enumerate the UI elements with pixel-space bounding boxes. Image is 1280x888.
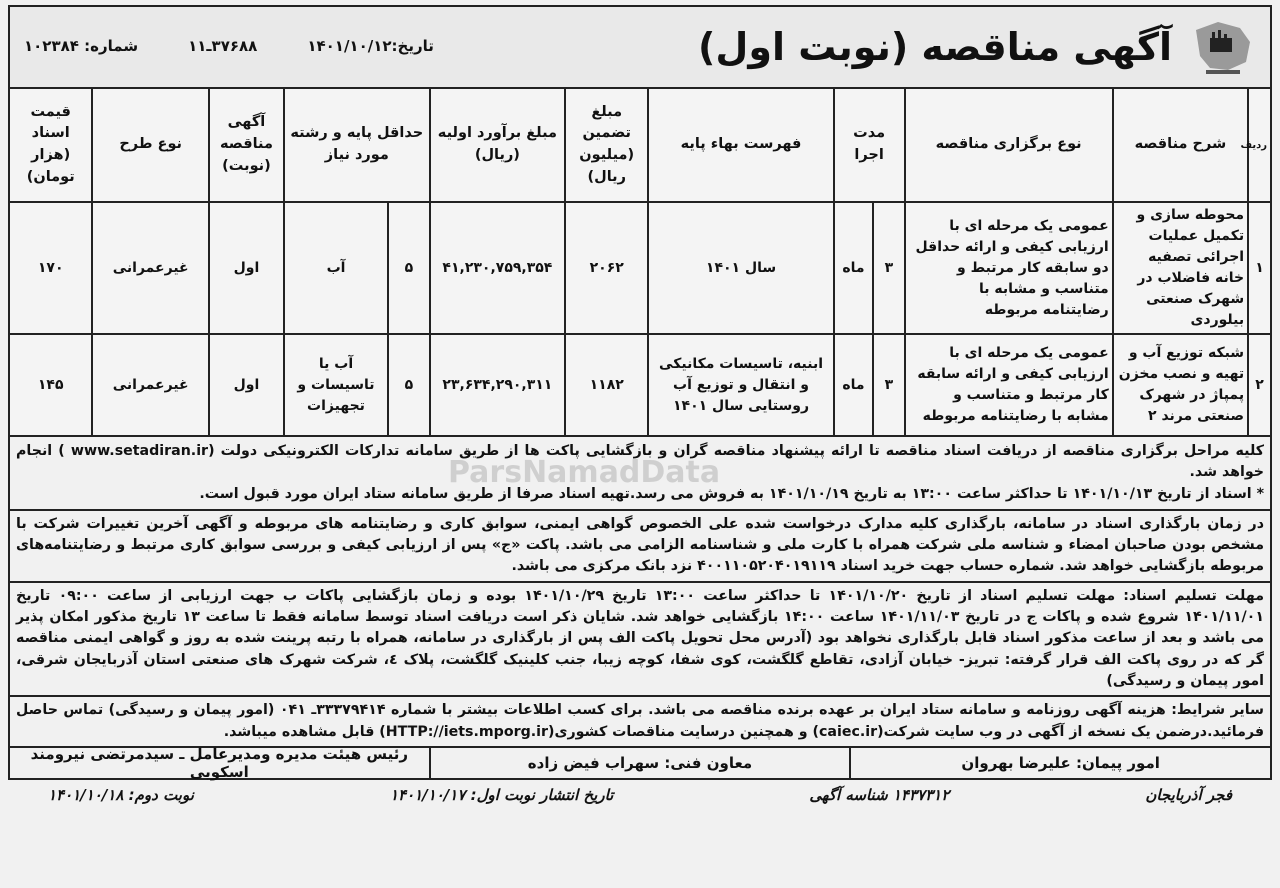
tender-description: شبکه توزیع آب و تهیه و نصب مخزن پمپاژ در شهرک صنعتی مرند ۲ <box>1113 334 1248 436</box>
paragraph-conditions: سایر شرایط: هزینه آگهی روزنامه و سامانه ستاد ایران بر عهده برنده مناقصه می باشد. برای کسب اطلاعات بیشتر با شماره ۳۳۳۷۹۴۱۴ـ ۰۴۱ (امور پیمان و رسیدگی) تماس حاصل فرمائید.درضمن یک نسخه از آگهی در وب سایت شرکت(caiec.ir) و همچنین درسایت مناقصات کشوری(HTTP://iets.mporg.ir) قابل مشاهده میباشد. <box>10 695 1270 746</box>
plan-type: غیرعمرانی <box>92 202 209 334</box>
required-field: آب یا تاسیسات و تجهیزات <box>284 334 388 436</box>
notice-date: تاریخ:۱۴۰۱/۱۰/۱۲ <box>307 37 434 55</box>
col-header: فهرست بهاء پایه <box>648 88 833 202</box>
notice-body-more <box>8 511 1272 748</box>
tender-table <box>8 87 1272 437</box>
tender-notice <box>8 5 1272 878</box>
paragraph-documents-sale: * اسناد از تاریخ ۱۴۰۱/۱۰/۱۳ تا حداکثر ساعت ۱۳:۰۰ به تاریخ ۱۴۰۱/۱۰/۱۹ به فروش می رسد.تهیه اسناد صرفا از طریق سامانه ستاد ایران مورد قبول است. <box>199 485 1264 502</box>
col-header: ردیف <box>1248 88 1271 202</box>
document-price: ۱۷۰ <box>9 202 92 334</box>
required-field: آب <box>284 202 388 334</box>
row-number: ۱ <box>1248 202 1271 334</box>
col-header: نوع طرح <box>92 88 209 202</box>
notice-body <box>8 437 1272 511</box>
base-price-list: سال ۱۴۰۱ <box>648 202 833 334</box>
plan-type: غیرعمرانی <box>92 334 209 436</box>
col-header: شرح مناقصه <box>1113 88 1248 202</box>
newspaper-name: فجر آذربایجان <box>1145 785 1232 804</box>
col-header: آگهی مناقصه (نوبت) <box>209 88 284 202</box>
table-row <box>9 202 1271 334</box>
document-price: ۱۴۵ <box>9 334 92 436</box>
duration-number: ۳ <box>873 202 904 334</box>
publication-footer <box>8 780 1272 804</box>
signature-deputy: معاون فنی: سهراب فیض زاده <box>431 748 852 778</box>
col-header: مبلغ برآورد اولیه (ریال) <box>430 88 565 202</box>
guarantee-amount: ۲۰۶۲ <box>565 202 648 334</box>
table-header-row <box>9 88 1271 202</box>
watermark-text: ParsNamadData <box>448 455 721 490</box>
min-grade: ۵ <box>388 334 430 436</box>
base-price-list: ابنیه، تاسیسات مکانیکی و انتقال و توزیع آب روستایی سال ۱۴۰۱ <box>648 334 833 436</box>
notice-meta <box>24 37 434 55</box>
estimate-amount: ۲۳,۶۳۴,۲۹۰,۳۱۱ <box>430 334 565 436</box>
col-header: حداقل پایه و رشته مورد نیاز <box>284 88 430 202</box>
company-logo-icon <box>1188 12 1258 82</box>
notice-header <box>8 5 1272 87</box>
tender-type: عمومی یک مرحله ای با ارزیابی کیفی و ارائه سابقه کار مرتبط و متناسب و مشابه با رضایتنامه مربوطه <box>905 334 1113 436</box>
signatures-row <box>8 744 1272 781</box>
notice-number: شماره: ۱۰۲۳۸۴ <box>24 37 139 55</box>
col-header: مبلغ تضمین (میلیون ریال) <box>565 88 648 202</box>
table-row <box>9 334 1271 436</box>
duration-unit: ماه <box>834 334 874 436</box>
signature-ceo: رئیس هیئت مدیره ومدیرعامل ـ سیدمرتضی نیرومند اسکویی <box>10 748 431 778</box>
notice-title: آگهی مناقصه (نوبت اول) <box>698 25 1172 69</box>
min-grade: ۵ <box>388 202 430 334</box>
col-header: مدت اجرا <box>834 88 905 202</box>
tender-type: عمومی یک مرحله ای با ارزیابی کیفی و ارائه حداقل دو سابقه کار مرتبط و متناسب و مشابه با رضایتنامه مربوطه <box>905 202 1113 334</box>
signature-contracts: امور پیمان: علیرضا بهروان <box>961 753 1160 772</box>
first-publication-date: تاریخ انتشار نوبت اول: ۱۴۰۱/۱۰/۱۷ <box>389 785 614 804</box>
paragraph-deadline: مهلت تسلیم اسناد: مهلت تسلیم اسناد از تاریخ ۱۴۰۱/۱۰/۲۰ تا حداکثر ساعت ۱۳:۰۰ تاریخ ۱۴۰۱/۱۰/۲۹ بوده و زمان بازگشایی پاکات ب جهت ارزیابی از ساعت ۰۹:۰۰ تاریخ ۱۴۰۱/۱۱/۰۱ شروع شده و پاکات ج در تاریخ ۱۴۰۱/۱۱/۰۳ ساعت ۱۴:۰۰ بازگشایی خواهد شد. شایان ذکر است دریافت اسناد توسط سامانه فقط تا ساعت ۱۳ تاریخ مذکور امکان پذیر می باشد و بعد از ساعت مذکور اسناد قابل بارگذاری نخواهد بود (آدرس محل تحویل پاکت الف پس از بارگذاری در سامانه، همراه با رتبه پرینت شده به روز و گواهی ایمنی مناقصه گر که در روی پاکت الف قرار گرفته: تبریز- خیابان آزادی، تقاطع گلگشت، کوی شفا، کوچه زیبا، جنب کلینیک گلگشت، پلاک ٤، شرکت شهرک های صنعتی استان آذربایجان شرقی، امور پیمان و رسیدگی) <box>10 581 1270 695</box>
notice-round: اول <box>209 202 284 334</box>
ad-identifier: ۱۴۳۷۳۱۲ شناسه آگهی <box>809 785 950 804</box>
duration-unit: ماه <box>834 202 874 334</box>
notice-round: اول <box>209 334 284 436</box>
paragraph-procedure: کلیه مراحل برگزاری مناقصه از دریافت اسناد مناقصه تا ارائه پیشنهاد مناقصه گران و بازگشایی پاکت ها از طریق سامانه تدارکات الکترونیکی دولت (www.setadiran.ir ) انجام خواهد شد. <box>16 443 1264 481</box>
tender-description: محوطه سازی و تکمیل عملیات اجرائی تصفیه خانه فاضلاب در شهرک صنعتی بیلوردی <box>1113 202 1248 334</box>
duration-number: ۳ <box>873 334 904 436</box>
estimate-amount: ۴۱,۲۳۰,۷۵۹,۳۵۴ <box>430 202 565 334</box>
second-publication-date: نوبت دوم: ۱۴۰۱/۱۰/۱۸ <box>48 785 194 804</box>
guarantee-amount: ۱۱۸۲ <box>565 334 648 436</box>
row-number: ۲ <box>1248 334 1271 436</box>
col-header: قیمت اسناد (هزار تومان) <box>9 88 92 202</box>
notice-code: ۳۷۶۸۸ـ۱۱ <box>188 37 258 55</box>
col-header: نوع برگزاری مناقصه <box>905 88 1113 202</box>
paragraph-upload: در زمان بارگذاری اسناد در سامانه، بارگذاری کلیه مدارک درخواست شده علی الخصوص گواهی ایمنی، سوابق کاری و رضایتنامه های مربوطه و آگهی آخرین تغییرات شرکت با مشخص بودن صاحبان امضاء و شناسه ملی شرکت همراه با کارت ملی و شناسنامه الزامی می باشد. پاکت «ج» پس از ارزیابی کیفی و بررسی سوابق کاری مرتبط و رضایتنامه‌های مربوطه بازگشایی خواهد شد. شماره حساب جهت خرید اسناد ۴۰۰۱۱۰۵۲۰۴۰۱۹۱۱۹ نزد بانک مرکزی می باشد. <box>16 515 1264 575</box>
